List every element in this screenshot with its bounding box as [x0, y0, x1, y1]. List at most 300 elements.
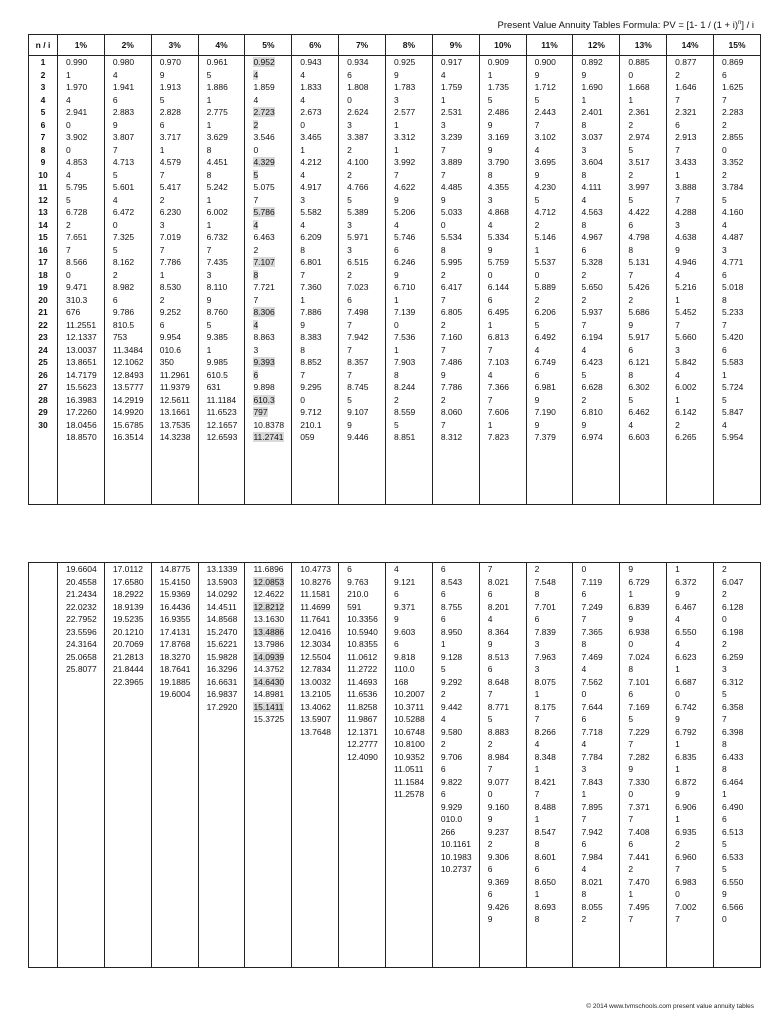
table-value: 7.839	[534, 626, 556, 637]
table-value: 9.292	[440, 676, 463, 687]
table-value: 631	[206, 382, 221, 392]
table-value: 0	[487, 269, 493, 280]
table-value: 8.650	[534, 876, 556, 887]
table-value: 13.1630	[253, 614, 285, 624]
table-value: 8	[722, 764, 727, 774]
table-value: 6	[253, 369, 259, 380]
table-value: 5.033	[440, 207, 463, 217]
rate-column-cell	[292, 563, 339, 968]
table-value: 10.5288	[394, 714, 425, 724]
table-value: 13.0037	[66, 344, 97, 355]
table-value: 8	[253, 269, 259, 280]
table-value: 6.603	[628, 432, 650, 442]
table-value: 8.383	[300, 332, 322, 342]
table-value: 7.486	[440, 357, 463, 367]
header-n-i: n / i	[29, 35, 58, 56]
table-value: 010.0	[440, 814, 463, 824]
period-number: 12	[38, 194, 48, 205]
period-number: 11	[38, 182, 48, 192]
rate-column-cell	[104, 563, 151, 968]
period-number: 19	[38, 282, 48, 292]
table-value: 4	[300, 69, 306, 80]
table-value: 7	[300, 269, 306, 280]
table-value: 0	[534, 269, 540, 280]
table-value: 7	[394, 169, 399, 180]
table-value: 14.9920	[112, 407, 144, 417]
table-value: 3	[534, 639, 540, 649]
table-value: 2	[722, 564, 727, 574]
table-value: 7	[675, 94, 680, 105]
rate-column-cell	[573, 563, 620, 968]
header-rate: 2%	[104, 35, 151, 56]
table-value: 6.312	[722, 676, 744, 687]
table-value: 5.842	[675, 357, 697, 367]
table-value: 3	[206, 269, 212, 280]
table-value: 11.1184	[206, 394, 237, 405]
table-value: 9.580	[440, 726, 463, 737]
table-value: 0.934	[347, 57, 369, 67]
table-value: 4	[440, 714, 446, 724]
table-value: 8.244	[394, 382, 416, 392]
table-value: 8	[628, 369, 634, 380]
table-value: 1	[675, 764, 680, 774]
table-value: 11.2722	[347, 664, 378, 674]
table-value: 5.389	[347, 207, 369, 217]
table-value: 4	[253, 94, 259, 105]
table-value: 1.808	[347, 82, 369, 92]
table-value: 1	[628, 94, 634, 105]
table-value: 7.786	[159, 257, 181, 267]
table-value: 4.622	[394, 182, 416, 192]
table-value: 11.2551	[66, 319, 97, 330]
table-value: 1.759	[440, 82, 463, 92]
table-value: 14.3238	[159, 432, 191, 442]
table-value: 8.201	[487, 601, 510, 612]
table-value: 0	[628, 69, 634, 80]
table-value: 6.490	[722, 801, 744, 812]
table-value: 6	[534, 369, 540, 380]
rate-column-cell	[432, 56, 479, 505]
table-value: 15.4150	[159, 576, 191, 587]
table-value: 4.766	[347, 182, 369, 192]
table-value: 6	[487, 294, 493, 305]
table-value: 3	[581, 144, 587, 155]
table-value: 6.002	[206, 207, 228, 217]
header-rate: 9%	[432, 35, 479, 56]
table-value: 8.312	[440, 432, 463, 442]
table-value: 13.4886	[253, 626, 285, 637]
table-value: 9	[394, 614, 399, 624]
table-value: 5.995	[440, 257, 463, 267]
table-value: 3.465	[300, 132, 322, 142]
table-value: 9.128	[440, 651, 463, 662]
table-value: 2	[112, 269, 118, 280]
table-value: 8.021	[487, 576, 510, 587]
table-value: 2	[581, 294, 587, 305]
table-value: 7	[675, 144, 680, 155]
table-value: 1	[394, 119, 399, 130]
table-value: 1	[675, 664, 680, 674]
table-value: 3	[440, 119, 446, 130]
table-value: 3.102	[534, 132, 556, 142]
table-value: 9.763	[347, 576, 369, 587]
table-value: 9.393	[253, 357, 275, 367]
table-value: 5.650	[581, 282, 603, 292]
header-rate: 12%	[573, 35, 620, 56]
table-value: 6.732	[206, 232, 228, 242]
table-value: 5.146	[534, 232, 556, 242]
table-value: 4.111	[581, 182, 602, 192]
rate-column-cell	[714, 563, 761, 968]
table-value: 7	[722, 319, 727, 330]
table-value: 9	[628, 319, 634, 330]
table-value: 5	[347, 194, 352, 205]
table-value: 5.537	[534, 257, 556, 267]
table-value: 8.530	[159, 282, 181, 292]
table-value: 5	[722, 839, 727, 849]
table-value: 3	[675, 219, 680, 230]
table-value: 591	[347, 601, 362, 612]
table-value: 9	[347, 419, 352, 430]
table-value: 5	[628, 194, 634, 205]
table-value: 7	[675, 914, 680, 924]
table-value: 4.422	[628, 207, 650, 217]
header-rate: 3%	[151, 35, 198, 56]
table-value: 10.9352	[394, 751, 425, 762]
table-value: 7.895	[581, 801, 603, 812]
period-number: 10	[38, 169, 48, 180]
table-value: 6	[534, 864, 540, 874]
annuity-table-top	[28, 34, 761, 505]
table-value: 0	[722, 144, 727, 155]
table-value: 6.462	[628, 407, 650, 417]
table-value: 4	[487, 369, 493, 380]
table-value: 4.798	[628, 232, 650, 242]
table-value: 6.398	[722, 726, 744, 737]
table-value: 2.361	[628, 107, 650, 117]
table-value: 9.786	[112, 307, 135, 317]
table-value: 1	[487, 319, 493, 330]
table-value: 6.495	[487, 307, 510, 317]
table-value: 4.579	[159, 157, 181, 167]
table-value: 6	[487, 889, 493, 899]
table-value: 5	[394, 419, 399, 430]
table-value: 9	[300, 319, 306, 330]
formula-text: Present Value Annuity Tables Formula: PV = [1- 1 / (1 + i)	[497, 20, 738, 32]
table-value: 11.2741	[253, 432, 284, 442]
table-value: 4	[253, 219, 259, 230]
period-number: 8	[40, 144, 46, 155]
table-value: 13.4062	[300, 701, 332, 712]
header-rate: 8%	[386, 35, 433, 56]
table-value: 5	[206, 69, 212, 80]
table-value: 6	[722, 814, 727, 824]
table-value: 0.909	[487, 57, 510, 67]
table-value: 8.982	[112, 282, 135, 292]
formula-tail: ] / i	[741, 20, 754, 32]
table-value: 0	[581, 564, 587, 574]
table-value: 1.646	[675, 82, 697, 92]
table-value: 7.963	[534, 651, 556, 662]
table-value: 6	[581, 714, 587, 724]
table-value: 1.833	[300, 82, 322, 92]
periods-column	[29, 56, 58, 505]
table-value: 14.0292	[206, 589, 238, 599]
table-value: 9.603	[394, 626, 416, 637]
table-value: 6.801	[300, 257, 322, 267]
table-value: 8.075	[534, 676, 556, 687]
table-value: 4	[675, 614, 680, 624]
table-value: 3.546	[253, 132, 275, 142]
table-value: 7.886	[300, 307, 322, 317]
table-value: 0.892	[581, 57, 603, 67]
table-value: 6	[112, 94, 118, 105]
table-value: 6.550	[675, 626, 697, 637]
rate-column-cell	[386, 56, 433, 505]
table-value: 9	[206, 294, 212, 305]
table-value: 20.7069	[112, 639, 144, 649]
table-value: 7	[487, 764, 493, 774]
table-value: 168	[394, 676, 409, 687]
table-value: 4	[253, 69, 259, 80]
table-value: 266	[440, 826, 456, 837]
table-value: 2.321	[675, 107, 697, 117]
period-number: 9	[40, 157, 46, 167]
table-value: 9.371	[394, 601, 416, 612]
table-value: 0	[66, 269, 71, 280]
table-value: 4	[534, 739, 540, 749]
table-value: 6	[347, 564, 352, 574]
table-value: 10.2737	[440, 864, 472, 874]
rate-column-cell	[714, 56, 761, 505]
table-value: 7.786	[440, 382, 463, 392]
table-value: 6.515	[347, 257, 369, 267]
table-value: 3.517	[628, 157, 650, 167]
table-value: 2.401	[581, 107, 603, 117]
table-value: 4.355	[487, 182, 510, 192]
table-value: 7	[487, 564, 493, 574]
table-value: 6.513	[722, 826, 744, 837]
table-value: 1	[487, 419, 493, 430]
table-value: 7.435	[206, 257, 228, 267]
table-value: 2	[159, 294, 165, 305]
table-value: 3.889	[440, 157, 463, 167]
table-value: 17.4131	[159, 626, 191, 637]
table-value: 6.981	[534, 382, 556, 392]
table-value: 14.8981	[253, 689, 285, 699]
table-value: 2.531	[440, 107, 463, 117]
table-value: 7.562	[581, 676, 603, 687]
table-value: 7	[534, 714, 540, 724]
period-number: 22	[38, 319, 48, 330]
table-value: 1	[581, 789, 587, 799]
table-value: 11.2578	[394, 789, 425, 799]
table-value: 6.121	[628, 357, 650, 367]
table-value: 7.495	[628, 901, 650, 912]
table-value: 2	[440, 739, 446, 749]
rate-column-cell	[479, 563, 526, 968]
rate-column-cell	[198, 563, 245, 968]
table-value: 7.119	[581, 576, 603, 587]
table-value: 10.8100	[394, 739, 425, 749]
table-value: 1	[300, 144, 306, 155]
table-value: 5.786	[253, 207, 275, 217]
table-value: 6.246	[394, 257, 416, 267]
table-value: 2	[628, 864, 634, 874]
header-rate: 6%	[292, 35, 339, 56]
table-value: 4	[675, 639, 680, 649]
table-value: 9	[675, 714, 680, 724]
empty-period-cell	[29, 563, 58, 968]
table-value: 4.771	[722, 257, 744, 267]
table-value: 2.673	[300, 107, 322, 117]
table-value: 4	[675, 269, 680, 280]
table-value: 4	[487, 219, 493, 230]
table-value: 12.1371	[347, 726, 378, 737]
table-value: 7	[487, 344, 493, 355]
table-value: 6.417	[440, 282, 463, 292]
table-value: 8.950	[440, 626, 463, 637]
table-value: 5	[628, 144, 634, 155]
header-rate: 1%	[58, 35, 105, 56]
table-value: 8.852	[300, 357, 322, 367]
period-number: 24	[38, 344, 48, 355]
table-value: 1.735	[487, 82, 510, 92]
table-value: 14.8568	[206, 614, 238, 624]
table-value: 7	[722, 94, 727, 105]
table-value: 6.728	[66, 207, 88, 217]
table-value: 0.900	[534, 57, 556, 67]
table-value: 7.498	[347, 307, 369, 317]
table-value: 9	[112, 119, 118, 130]
formula-exponent: n	[737, 20, 742, 26]
table-value: 2.723	[253, 107, 275, 117]
table-value: 15.1411	[253, 701, 284, 712]
table-value: 19.5235	[112, 614, 144, 624]
rate-column-cell	[479, 56, 526, 505]
table-value: 7	[581, 319, 587, 330]
table-value: 4	[581, 739, 587, 749]
period-number: 21	[38, 307, 48, 317]
table-value: 1	[487, 69, 493, 80]
table-value: 6.464	[722, 776, 744, 787]
table-value: 7.190	[534, 407, 556, 417]
period-number: 15	[38, 232, 48, 242]
table-value: 6	[394, 589, 399, 599]
table-value: 18.3270	[159, 651, 191, 662]
table-value: 0	[112, 219, 118, 230]
table-value: 15.3725	[253, 714, 285, 724]
table-value: 8	[581, 889, 587, 899]
table-value: 1	[440, 94, 446, 105]
header-rate: 11%	[526, 35, 573, 56]
table-value: 1	[159, 144, 165, 155]
table-value: 7	[675, 864, 680, 874]
table-value: 010.6	[159, 344, 181, 355]
table-value: 2.913	[675, 132, 697, 142]
table-value: 0.869	[722, 57, 744, 67]
table-value: 9	[159, 69, 165, 80]
table-value: 2.283	[722, 107, 744, 117]
table-value: 18.2922	[112, 589, 144, 599]
table-value: 11.9867	[347, 714, 378, 724]
table-value: 9	[487, 244, 493, 255]
table-value: 4.967	[581, 232, 603, 242]
table-value: 9	[675, 589, 680, 599]
table-value: 5	[440, 664, 446, 674]
table-value: 4	[534, 344, 540, 355]
table-value: 7	[440, 344, 446, 355]
table-value: 17.2260	[66, 407, 97, 417]
table-value: 1	[534, 689, 540, 699]
period-number: 20	[38, 294, 48, 305]
period-number: 14	[38, 219, 48, 230]
table-value: 6.206	[534, 307, 556, 317]
table-value: 3.790	[487, 157, 510, 167]
table-value: 2.941	[66, 107, 88, 117]
rate-column-cell	[432, 563, 479, 968]
table-value: 7	[347, 369, 352, 380]
table-value: 8.601	[534, 851, 556, 862]
table-value: 4	[628, 419, 634, 430]
table-value: 14.8775	[159, 564, 191, 574]
table-value: 16.9355	[159, 614, 191, 624]
table-value: 6.002	[675, 382, 697, 392]
rate-column-cell	[245, 563, 292, 968]
table-value: 9	[440, 369, 446, 380]
table-value: 9	[628, 564, 634, 574]
table-row	[29, 56, 761, 505]
table-value: 2	[722, 169, 727, 180]
table-value: 9.471	[66, 282, 88, 292]
table-value: 5	[253, 169, 259, 180]
table-value: 5	[112, 244, 118, 255]
table-value: 4.638	[675, 232, 697, 242]
table-value: 6.938	[628, 626, 650, 637]
table-value: 9.306	[487, 851, 510, 862]
table-value: 12.3034	[300, 639, 332, 649]
table-value: 4.100	[347, 157, 369, 167]
table-value: 6.472	[112, 207, 135, 217]
table-value: 5.971	[347, 232, 369, 242]
table-value: 3.695	[534, 157, 556, 167]
table-value: 7.536	[394, 332, 416, 342]
table-value: 1.783	[394, 82, 416, 92]
table-value: 310.3	[66, 294, 88, 305]
rate-column-cell	[620, 56, 667, 505]
table-value: 4	[487, 614, 493, 624]
table-value: 1	[675, 814, 680, 824]
table-value: 8	[534, 839, 540, 849]
table-value: 5.847	[722, 407, 744, 417]
table-value: 5.660	[675, 332, 697, 342]
table-value: 4	[253, 319, 259, 330]
table-value: 0	[300, 394, 306, 405]
table-value: 7.249	[581, 601, 603, 612]
table-value: 6.372	[675, 576, 697, 587]
rate-column-cell	[245, 56, 292, 505]
table-value: 5.426	[628, 282, 650, 292]
table-value: 6	[722, 69, 727, 80]
rate-column-cell	[339, 563, 386, 968]
table-value: 2.855	[722, 132, 744, 142]
table-value: 9	[534, 419, 540, 430]
table-value: 3	[347, 219, 352, 230]
table-value: 7	[628, 914, 634, 924]
table-value: 13.2105	[300, 689, 332, 699]
table-value: 2	[675, 839, 680, 849]
period-number: 23	[38, 332, 48, 342]
